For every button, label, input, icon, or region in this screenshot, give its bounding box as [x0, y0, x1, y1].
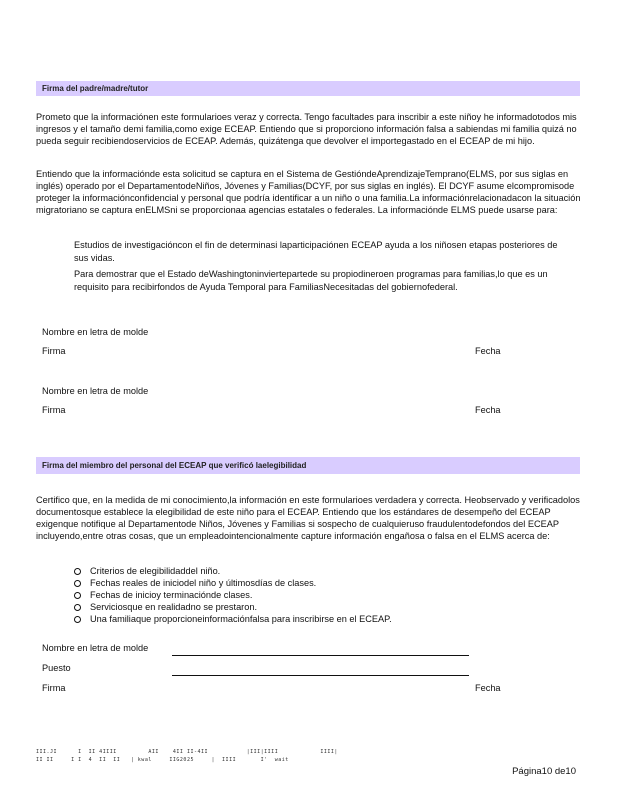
list-item — [72, 613, 552, 625]
circle-bullet-icon — [74, 604, 81, 611]
signature-label-2: Firma — [42, 405, 66, 415]
date-label-2: Fecha — [475, 405, 501, 415]
circle-bullet-icon — [74, 568, 81, 575]
circle-bullet-icon — [74, 592, 81, 599]
printed-name-label-2: Nombre en letra de molde — [42, 386, 149, 396]
staff-signature-label: Firma — [42, 683, 66, 693]
fraud-examples-list — [72, 565, 552, 625]
list-item-text: Una familiaque proporcioneinformaciónfalsa para inscribirse en el ECEAP. — [90, 614, 392, 624]
signature-label-1: Firma — [42, 346, 66, 356]
parent-signature-header: Firma del padre/madre/tutor — [36, 81, 580, 96]
staff-certification-paragraph: Certifico que, en la medida de mi conocimiento,la información en este formularioes verdadera y correcta. Heobservado y verificadolos documentosque establece la elegibilidad de este niño para el ECEAP. Entiendo que los estándares de desempeño del ECEAP exigenque notifique al Departamentode Niños, Jóvenes y Familias si sospecho de cualquieruso fraudulentodefondos del ECEAP incluyendo,entre otras cosas, que un empleadointencionalmente capture información engañosa o falsa en el ELMS acerca de: — [36, 495, 580, 541]
list-item-text: Estudios de investigaciónсon el fin de determinasi laparticipaciónen ECEAP ayuda a los niñosen etapas posteriores de sus vidas. — [74, 240, 558, 263]
page-number: Página10 de10 — [512, 766, 576, 777]
list-item-text: Para demostrar que el Estado deWashingtoninviertepartede su propiodineroen programas para familias,lo que es un requisito para recibirfondos de Ayuda Temporal para FamiliasNecesitadas del gobiernofederal. — [74, 269, 548, 292]
list-item — [54, 239, 574, 265]
form-code-line-1: III.JI I II 4IIII AII 4II II-4II |III|IIII IIII| — [36, 749, 338, 755]
staff-printed-name-label: Nombre en letra de molde — [42, 643, 149, 653]
list-item — [54, 268, 574, 294]
list-item-text: Fechas reales de iniciodel niño y últimosdías de clases. — [90, 578, 317, 588]
list-item-text: Serviciosque en realidadno se prestaron. — [90, 602, 258, 612]
form-code-line-2: II II I I 4 II II | kwal IIG2025 | IIII I' wait — [36, 757, 289, 763]
parent-attestation-paragraph: Prometo que la informaciónen este formularioes veraz y correcta. Tengo facultades para inscribir a este niñoy he informadotodos mis ingresos y el tamaño demi familia,como exige ECEAP. Entiendo que si proporciono información falsa a sabiendas mi familia quizá no pueda seguir recibiendoservicios de ECEAP. Además, quizátenga que devolver el importegastado en el ECEAP de mi hijo. — [36, 112, 577, 146]
elms-uses-list — [54, 239, 574, 297]
list-item — [72, 601, 552, 613]
list-item-text: Fechas de inicioy terminacióndе clases. — [90, 590, 253, 600]
staff-title-line — [172, 675, 469, 676]
date-label-1: Fecha — [475, 346, 501, 356]
circle-bullet-icon — [74, 580, 81, 587]
staff-date-label: Fecha — [475, 683, 501, 693]
list-item — [72, 577, 552, 589]
list-item-text: Criterios de elegibilidaddel niño. — [90, 566, 221, 576]
staff-title-label: Puesto — [42, 663, 71, 673]
staff-name-line — [172, 655, 469, 656]
printed-name-label-1: Nombre en letra de molde — [42, 327, 149, 337]
circle-bullet-icon — [74, 616, 81, 623]
list-item — [72, 589, 552, 601]
elms-disclosure-paragraph: Entiendo que la informacióndе esta solicitud se captura en el Sistema de GestióndeAprendizajeTemprano(ELMS, por sus siglas en inglés) operado por el DepartamentodeNiños, Jóvenes y Familias(DCYF, por sus siglas en inglés). El DCYF asume elcompromisode proteger la informaciónconfidencial y personal que podría identificar a un niño o una familia.La informaciónrelacionadacon la situación migratoriano se captura enELMSni se proporcionaa agencias estatales o federales. La informacióndе ELMS puede usarse para: — [36, 169, 581, 215]
list-item — [72, 565, 552, 577]
staff-signature-header: Firma del miembro del personal del ECEAP que verificó laelegibilidad — [36, 457, 580, 474]
